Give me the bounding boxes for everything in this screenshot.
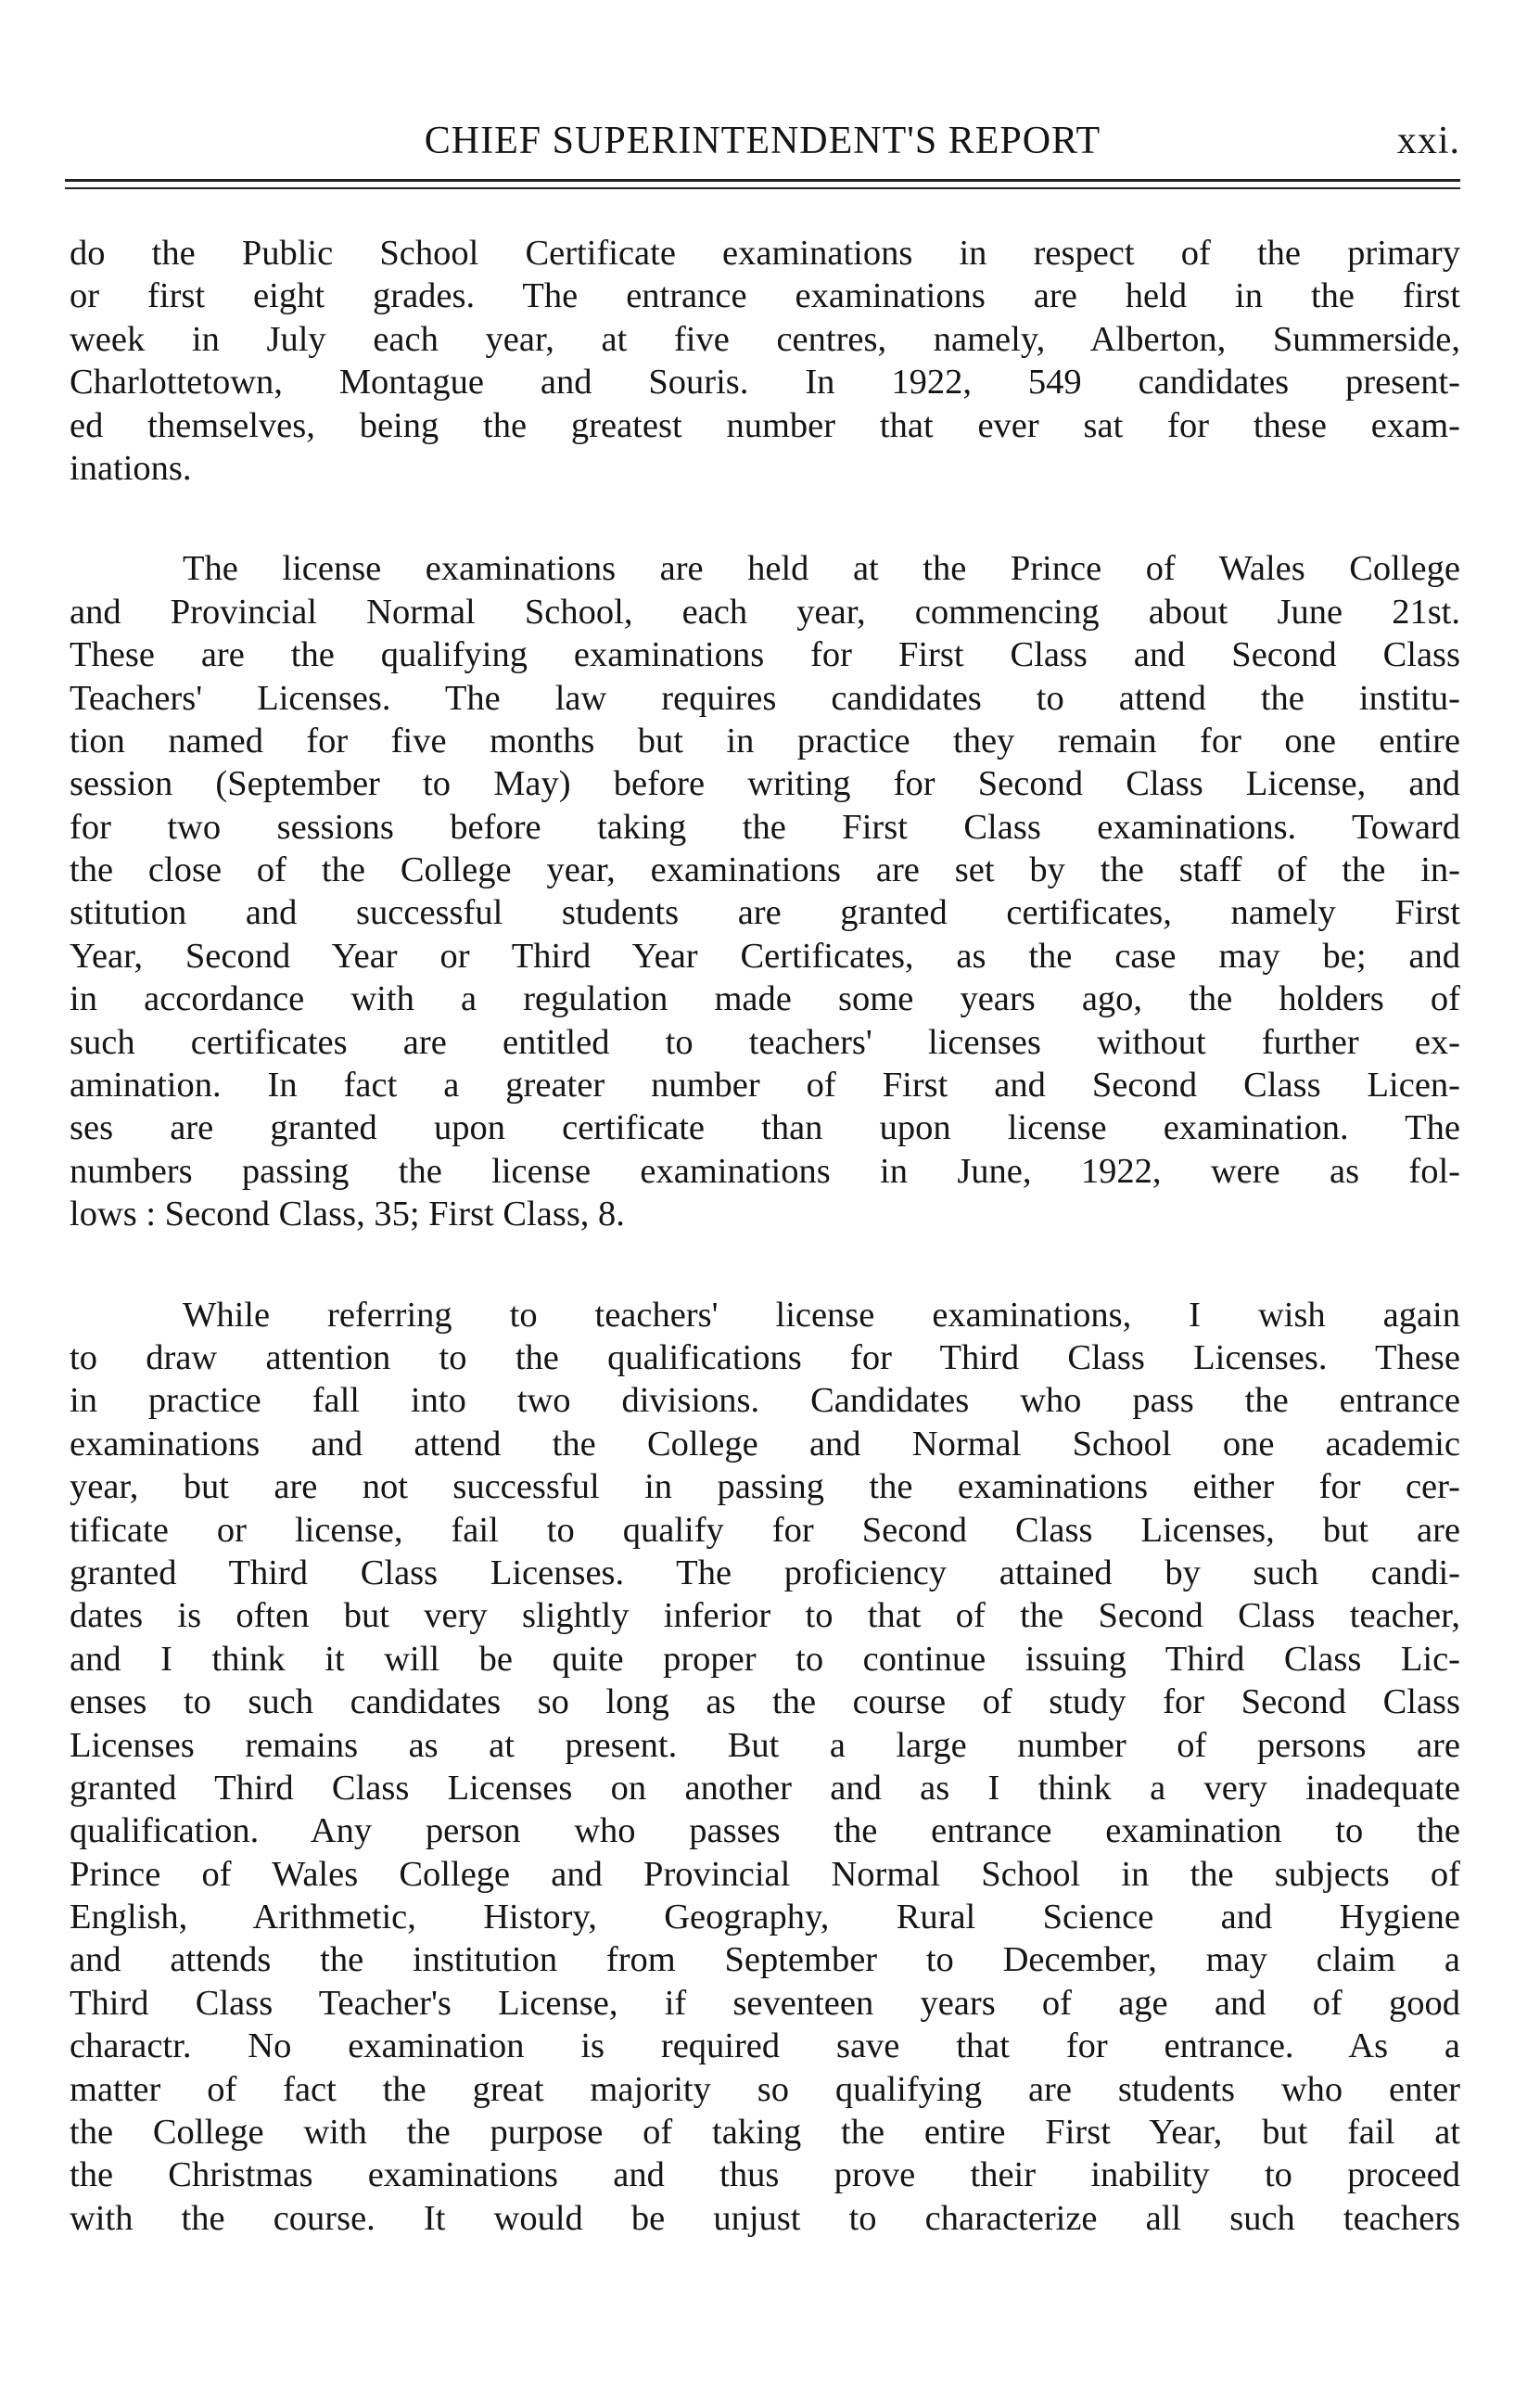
text-line: examinations and attend the College and Normal School one academic	[70, 1424, 1460, 1464]
text-line: the Christmas examinations and thus prove their inability to proceed	[70, 2155, 1460, 2195]
text-line: numbers passing the license examinations in June, 1922, were as fol-	[70, 1151, 1460, 1191]
header-rule-thin	[65, 187, 1460, 189]
text-line: lows : Second Class, 35; First Class, 8.	[70, 1195, 625, 1234]
text-line: and Provincial Normal School, each year, commencing about June 21st.	[70, 592, 1460, 632]
text-line: ses are granted upon certificate than upon license examination. The	[70, 1108, 1460, 1148]
paragraph-third-class-licenses	[70, 1294, 1460, 2241]
text-line: do the Public School Certificate examinations in respect of the primary	[70, 234, 1460, 273]
text-line: in accordance with a regulation made some years ago, the holders of	[70, 979, 1460, 1019]
text-line: in practice fall into two divisions. Candidates who pass the entrance	[70, 1381, 1460, 1421]
text-line: granted Third Class Licenses on another and as I think a very inadequate	[70, 1768, 1460, 1808]
text-line: enses to such candidates so long as the course of study for Second Class	[70, 1682, 1460, 1722]
text-line: Teachers' Licenses. The law requires candidates to attend the institu-	[70, 678, 1460, 718]
text-line: with the course. It would be unjust to characterize all such teachers	[70, 2198, 1460, 2238]
text-line: qualification. Any person who passes the entrance examination to the	[70, 1811, 1460, 1851]
text-line: such certificates are entitled to teachers' licenses without further ex-	[70, 1022, 1460, 1062]
text-line: inations.	[70, 448, 192, 488]
text-line: tificate or license, fail to qualify for Second Class Licenses, but are	[70, 1510, 1460, 1550]
text-line: amination. In fact a greater number of First and Second Class Licen-	[70, 1066, 1460, 1106]
text-line: English, Arithmetic, History, Geography, Rural Science and Hygiene	[70, 1898, 1460, 1937]
text-line: The license examinations are held at the Prince of Wales College	[183, 549, 1460, 589]
text-line: granted Third Class Licenses. The proficiency attained by such candi-	[70, 1553, 1460, 1592]
text-line: stitution and successful students are granted certificates, namely First	[70, 893, 1460, 933]
text-line: Charlottetown, Montague and Souris. In 1922, 549 candidates present-	[70, 363, 1460, 403]
running-head: CHIEF SUPERINTENDENT'S REPORT	[424, 120, 1101, 162]
text-line: week in July each year, at five centres, namely, Alberton, Summerside,	[70, 319, 1460, 359]
text-line: and I think it will be quite proper to continue issuing Third Class Lic-	[70, 1639, 1460, 1679]
text-line: and attends the institution from September to December, may claim a	[70, 1940, 1460, 1980]
text-line: ed themselves, being the greatest number that ever sat for these exam-	[70, 405, 1460, 445]
text-line: dates is often but very slightly inferior to that of the Second Class teacher,	[70, 1596, 1460, 1636]
text-line: to draw attention to the qualifications for Third Class Licenses. These	[70, 1337, 1460, 1377]
text-line: Year, Second Year or Third Year Certificates, as the case may be; and	[70, 936, 1460, 976]
text-line: year, but are not successful in passing the examinations either for cer-	[70, 1467, 1460, 1507]
text-line: the close of the College year, examinations are set by the staff of the in-	[70, 850, 1460, 890]
text-line: matter of fact the great majority so qualifying are students who enter	[70, 2069, 1460, 2109]
text-line: tion named for five months but in practice they remain for one entire	[70, 721, 1460, 761]
paragraph-entrance-examinations	[70, 232, 1460, 490]
text-line: charactr. No examination is required save that for entrance. As a	[70, 2026, 1460, 2066]
paragraph-license-examinations	[70, 547, 1460, 1235]
header-rule	[65, 179, 1460, 182]
text-line: session (September to May) before writing for Second Class License, and	[70, 764, 1460, 804]
text-line: Prince of Wales College and Provincial Normal School in the subjects of	[70, 1854, 1460, 1894]
body-text	[70, 232, 1460, 2297]
page-number: xxi.	[1396, 120, 1460, 162]
text-line: Third Class Teacher's License, if seventeen years of age and of good	[70, 1983, 1460, 2023]
text-line: Licenses remains as at present. But a large number of persons are	[70, 1725, 1460, 1765]
page-header	[65, 113, 1460, 169]
text-line: These are the qualifying examinations for First Class and Second Class	[70, 635, 1460, 675]
text-line: the College with the purpose of taking the entire First Year, but fail at	[70, 2113, 1460, 2153]
text-line: While referring to teachers' license examinations, I wish again	[183, 1295, 1460, 1335]
text-line: or first eight grades. The entrance examinations are held in the first	[70, 276, 1460, 316]
text-line: for two sessions before taking the First Class examinations. Toward	[70, 807, 1460, 847]
